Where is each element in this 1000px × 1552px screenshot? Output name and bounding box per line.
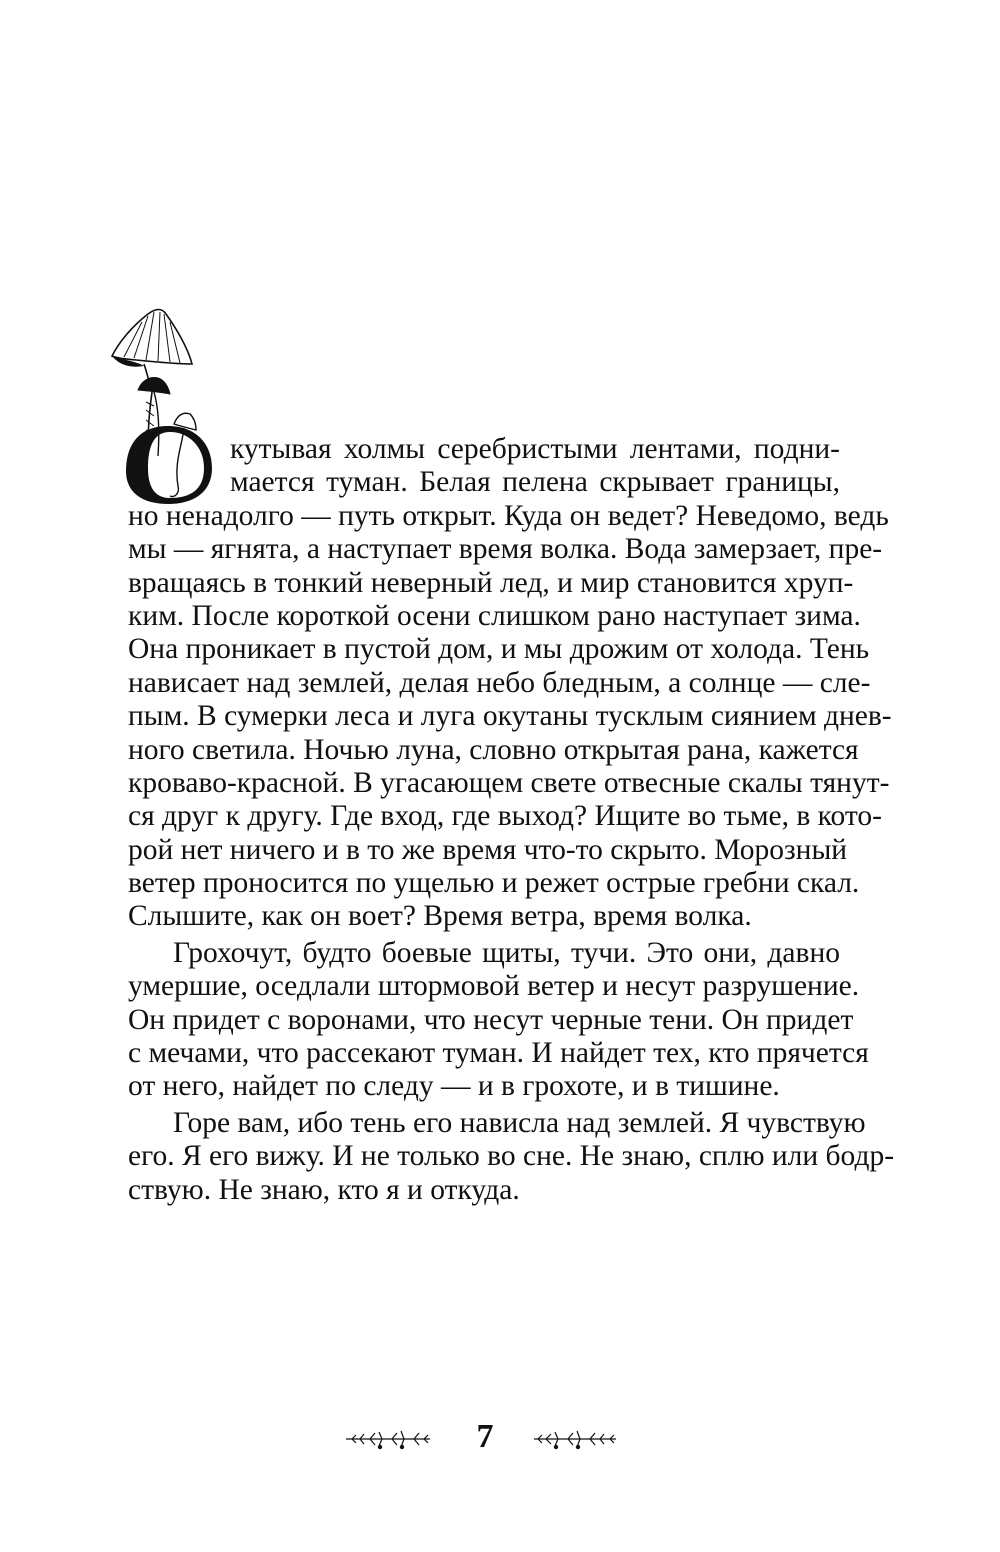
- text-line: умершие, оседлали штормовой ветер и несут разрушение.: [128, 970, 860, 1003]
- text-line: но ненадолго — путь открыт. Куда он ведет? Неведомо, ведь: [128, 499, 889, 532]
- text-line: ся друг к другу. Где вход, где выход? Ищите во тьме, в кото-: [128, 800, 882, 833]
- text-line: Она проникает в пустой дом, и мы дрожим от холода. Тень: [128, 633, 870, 666]
- text-line: нависает над землей, делая небо бледным, а солнце — сле-: [128, 666, 871, 699]
- text-line: вращаясь в тонкий неверный лед, и мир становится хруп-: [128, 566, 854, 599]
- text-line: мы — ягнята, а наступает время волка. Вода замерзает, пре-: [128, 533, 883, 566]
- text-line: от него, найдет по следу — и в грохоте, и в тишине.: [128, 1070, 780, 1103]
- branch-ornament-icon: [532, 1425, 618, 1453]
- body-text: [128, 433, 895, 1207]
- text-line: кроваво-красной. В угасающем свете отвесные скалы тянут-: [128, 766, 890, 799]
- text-line: ствую. Не знаю, кто я и откуда.: [128, 1173, 520, 1206]
- page-footer: [0, 1415, 1000, 1465]
- text-line: его. Я его вижу. И не только во сне. Не знаю, сплю или бодр-: [128, 1140, 895, 1173]
- text-line: ветер проносится по ущелью и режет острые гребни скал.: [128, 867, 860, 900]
- text-line: Грохочут, будто боевые щиты, тучи. Это они, давно: [173, 936, 840, 969]
- text-line: кутывая холмы серебристыми лентами, подни-: [230, 433, 840, 465]
- text-line: ного светила. Ночью луна, словно открытая рана, кажется: [128, 733, 859, 766]
- text-line: с мечами, что рассекают туман. И найдет тех, кто прячется: [128, 1037, 869, 1070]
- text-line: пым. В сумерки леса и луга окутаны тусклым сиянием днев-: [128, 700, 892, 733]
- text-line: ким. После короткой осени слишком рано наступает зима.: [128, 599, 861, 632]
- text-line: Слышите, как он воет? Время ветра, время волка.: [128, 900, 752, 933]
- text-line: Горе вам, ибо тень его нависла над землей. Я чувствую: [173, 1106, 866, 1139]
- branch-ornament-icon: [344, 1425, 432, 1453]
- text-line: мается туман. Белая пелена скрывает границы,: [230, 466, 840, 499]
- text-line: рой нет ничего и в то же время что-то скрыто. Морозный: [128, 833, 848, 866]
- text-line: Он придет с воронами, что несут черные тени. Он придет: [128, 1003, 854, 1036]
- page-number: 7: [476, 1418, 494, 1455]
